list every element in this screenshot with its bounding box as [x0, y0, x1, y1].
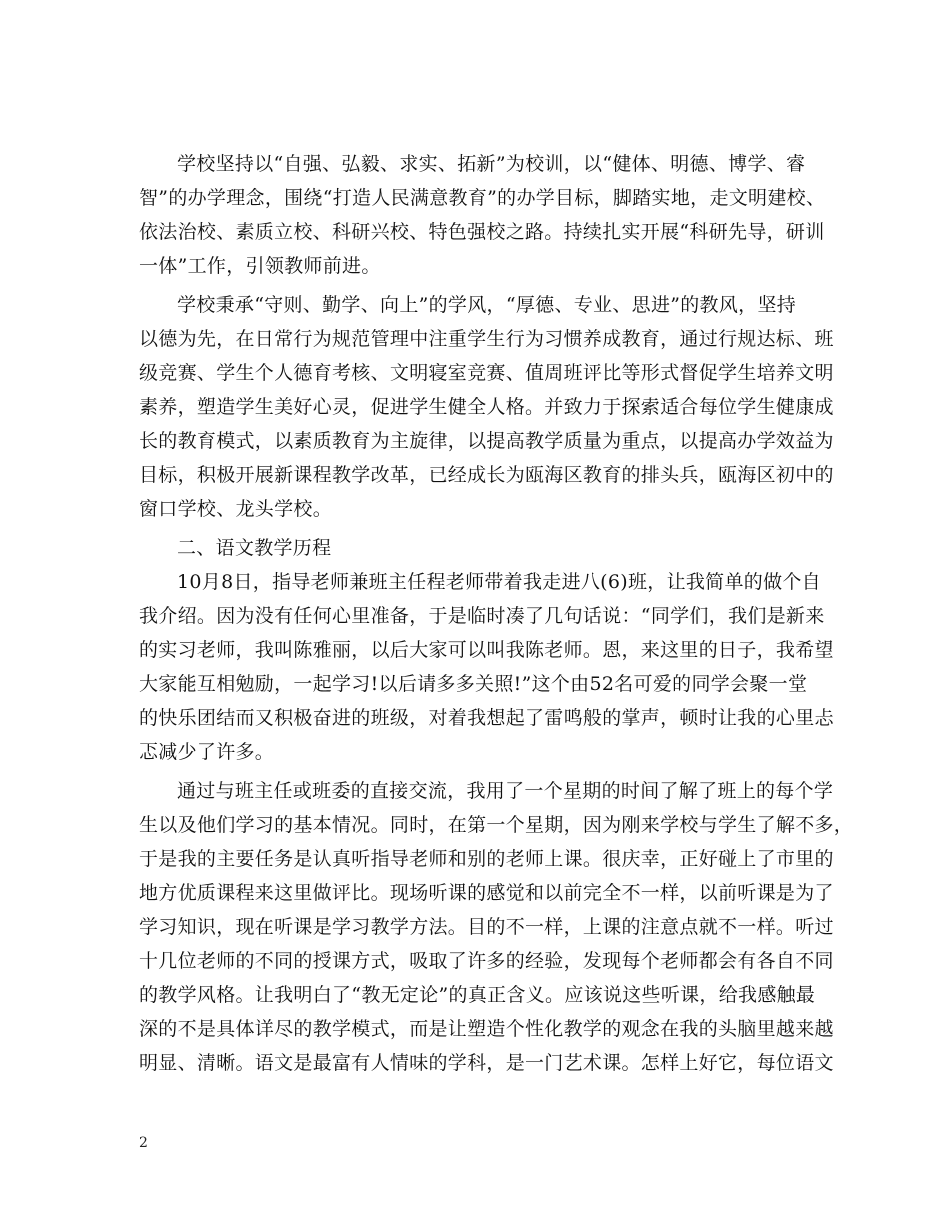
text-line: 忑减少了许多。	[139, 741, 275, 763]
text-line: 以德为先，在日常行为规范管理中注重学生行为习惯养成教育，通过行规达标、班	[139, 328, 834, 350]
section-heading: 二、语文教学历程	[177, 537, 332, 559]
text-line: 的教学风格。让我明白了“教无定论”的真正含义。应该说这些听课，给我感触最	[139, 984, 816, 1006]
text-line: 学习知识，现在听课是学习教学方法。目的不一样，上课的注意点就不一样。听过	[139, 916, 834, 938]
text-line: 十几位老师的不同的授课方式，吸取了许多的经验，发现每个老师都会有各自不同	[139, 950, 834, 972]
text-line: 地方优质课程来这里做评比。现场听课的感觉和以前完全不一样，以前听课是为了	[139, 882, 834, 904]
text-line: 智”的办学理念，围绕“打造人民满意教育”的办学目标，脚踏实地，走文明建校、	[139, 187, 826, 209]
text-line: 大家能互相勉励，一起学习!以后请多多关照!”这个由52名可爱的同学会聚一堂	[139, 673, 808, 695]
text-line: 目标，积极开展新课程教学改革，已经成长为瓯海区教育的排头兵，瓯海区初中的	[139, 464, 834, 486]
text-line: 学校秉承“守则、勤学、向上”的学风，“厚德、专业、思进”的教风，坚持	[177, 294, 797, 316]
text-line: 级竞赛、学生个人德育考核、文明寝室竞赛、值周班评比等形式督促学生培养文明	[139, 362, 834, 384]
page-number: 2	[139, 1135, 148, 1151]
text-line: 10月8日，指导老师兼班主任程老师带着我走进八(6)班，让我简单的做个自	[177, 571, 821, 593]
text-line: 深的不是具体详尽的教学模式，而是让塑造个性化教学的观念在我的头脑里越来越	[139, 1018, 834, 1040]
text-line: 长的教育模式，以素质教育为主旋律，以提高教学质量为重点，以提高办学效益为	[139, 430, 834, 452]
text-line: 的快乐团结而又积极奋进的班级，对着我想起了雷鸣般的掌声，顿时让我的心里忐	[139, 707, 834, 729]
text-line: 窗口学校、龙头学校。	[139, 498, 333, 520]
text-line: 的实习老师，我叫陈雅丽，以后大家可以叫我陈老师。恩，来这里的日子，我希望	[139, 639, 834, 661]
text-line: 于是我的主要任务是认真听指导老师和别的老师上课。很庆幸，正好碰上了市里的	[139, 848, 834, 870]
text-line: 我介绍。因为没有任何心里准备，于是临时凑了几句话说：“同学们，我们是新来	[139, 605, 825, 627]
text-line: 素养，塑造学生美好心灵，促进学生健全人格。并致力于探索适合每位学生健康成	[139, 396, 834, 418]
text-line: 通过与班主任或班委的直接交流，我用了一个星期的时间了解了班上的每个学	[177, 780, 834, 802]
text-line: 依法治校、素质立校、科研兴校、特色强校之路。持续扎实开展“科研先导，研训	[139, 221, 825, 243]
text-line: 一体”工作，引领教师前进。	[139, 255, 381, 277]
text-line: 生以及他们学习的基本情况。同时，在第一个星期，因为刚来学校与学生了解不多，	[139, 814, 854, 836]
text-line: 明显、清晰。语文是最富有人情味的学科，是一门艺术课。怎样上好它，每位语文	[139, 1052, 834, 1074]
text-line: 学校坚持以“自强、弘毅、求实、拓新”为校训，以“健体、明德、博学、睿	[177, 153, 806, 175]
